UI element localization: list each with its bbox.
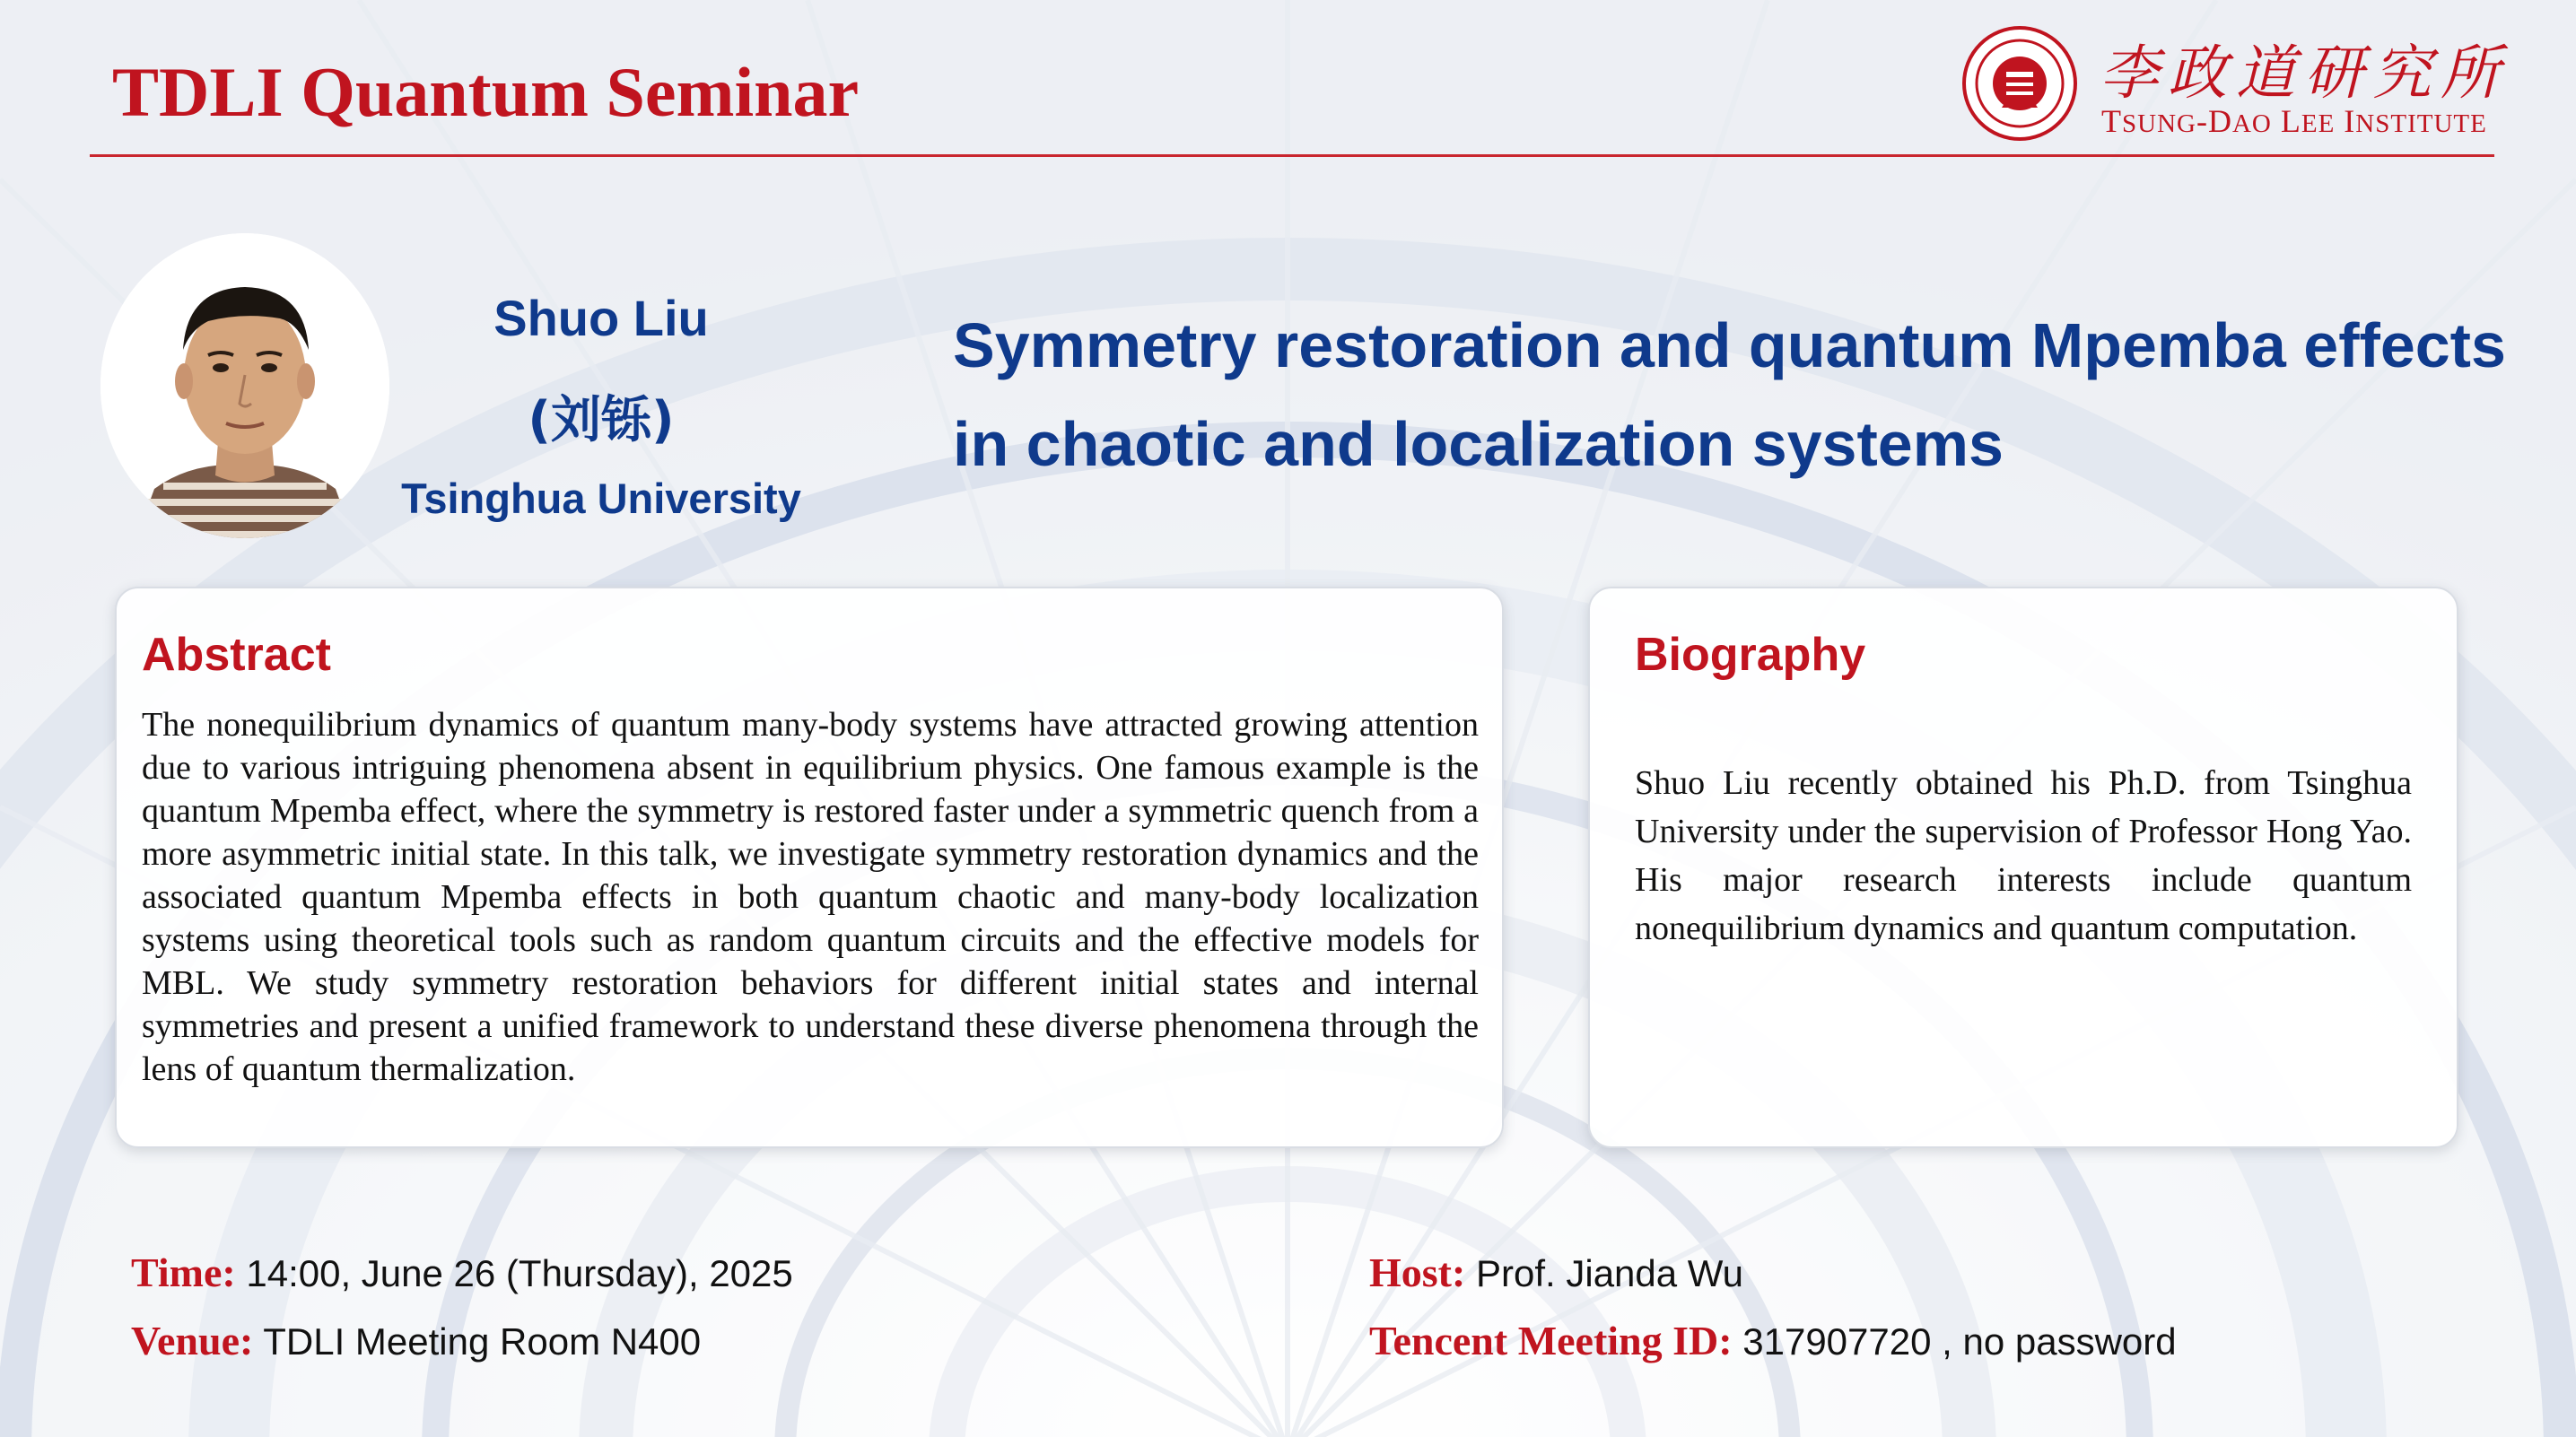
talk-title: Symmetry restoration and quantum Mpemba effects in chaotic and localization systems [953, 310, 2506, 479]
meeting-label: Tencent Meeting ID: [1369, 1318, 1733, 1363]
venue-value: TDLI Meeting Room N400 [263, 1320, 702, 1363]
university-seal-icon [1961, 25, 2078, 142]
time-label: Time: [131, 1250, 236, 1295]
seminar-title: TDLI Quantum Seminar [112, 53, 860, 131]
meeting-value: 317907720 , no password [1742, 1320, 2177, 1363]
abstract-text: The nonequilibrium dynamics of quantum many-body systems have attracted growing attention due to various intriguing phenomena absent in equilibrium physics. One famous example is the quantum Mpemba effect, where the symmetry is restored faster under a symmetric quench from a more asymmetric initial state. In this talk, we investigate symmetry restoration dynamics and the associated quantum Mpemba effects in both quantum chaotic and many-body localization systems using theoretical tools such as random quantum circuits and the effective models for MBL. We study symmetry restoration behaviors for different initial states and internal symmetries and present a unified framework to understand these diverse phenomena through the lens of quantum thermalization. [142, 706, 1479, 1088]
institute-name-english: TSUNG-DAO LEE INSTITUTE [2101, 103, 2487, 139]
host-info [1369, 1249, 1743, 1296]
abstract-heading: Abstract [142, 629, 331, 681]
meeting-info [1369, 1317, 2177, 1364]
time-info [131, 1249, 793, 1296]
host-label: Host: [1369, 1250, 1466, 1295]
speaker-affiliation: Tsinghua University [401, 475, 801, 522]
institute-name-chinese: 李政道研究所 [2100, 39, 2509, 108]
speaker-name-chinese: (刘铄) [528, 391, 675, 449]
speaker-photo [100, 233, 389, 538]
venue-label: Venue: [131, 1318, 254, 1363]
biography-heading: Biography [1635, 629, 1866, 681]
time-value: 14:00, June 26 (Thursday), 2025 [246, 1252, 793, 1294]
speaker-name: Shuo Liu [493, 290, 709, 346]
biography-text: Shuo Liu recently obtained his Ph.D. from Tsinghua University under the supervision of Professor Hong Yao. His major research interests include quantum nonequilibrium dynamics and quantum computation. [1635, 764, 2412, 947]
venue-info [131, 1317, 701, 1364]
header-divider [90, 154, 2494, 157]
host-value: Prof. Jianda Wu [1476, 1252, 1744, 1294]
